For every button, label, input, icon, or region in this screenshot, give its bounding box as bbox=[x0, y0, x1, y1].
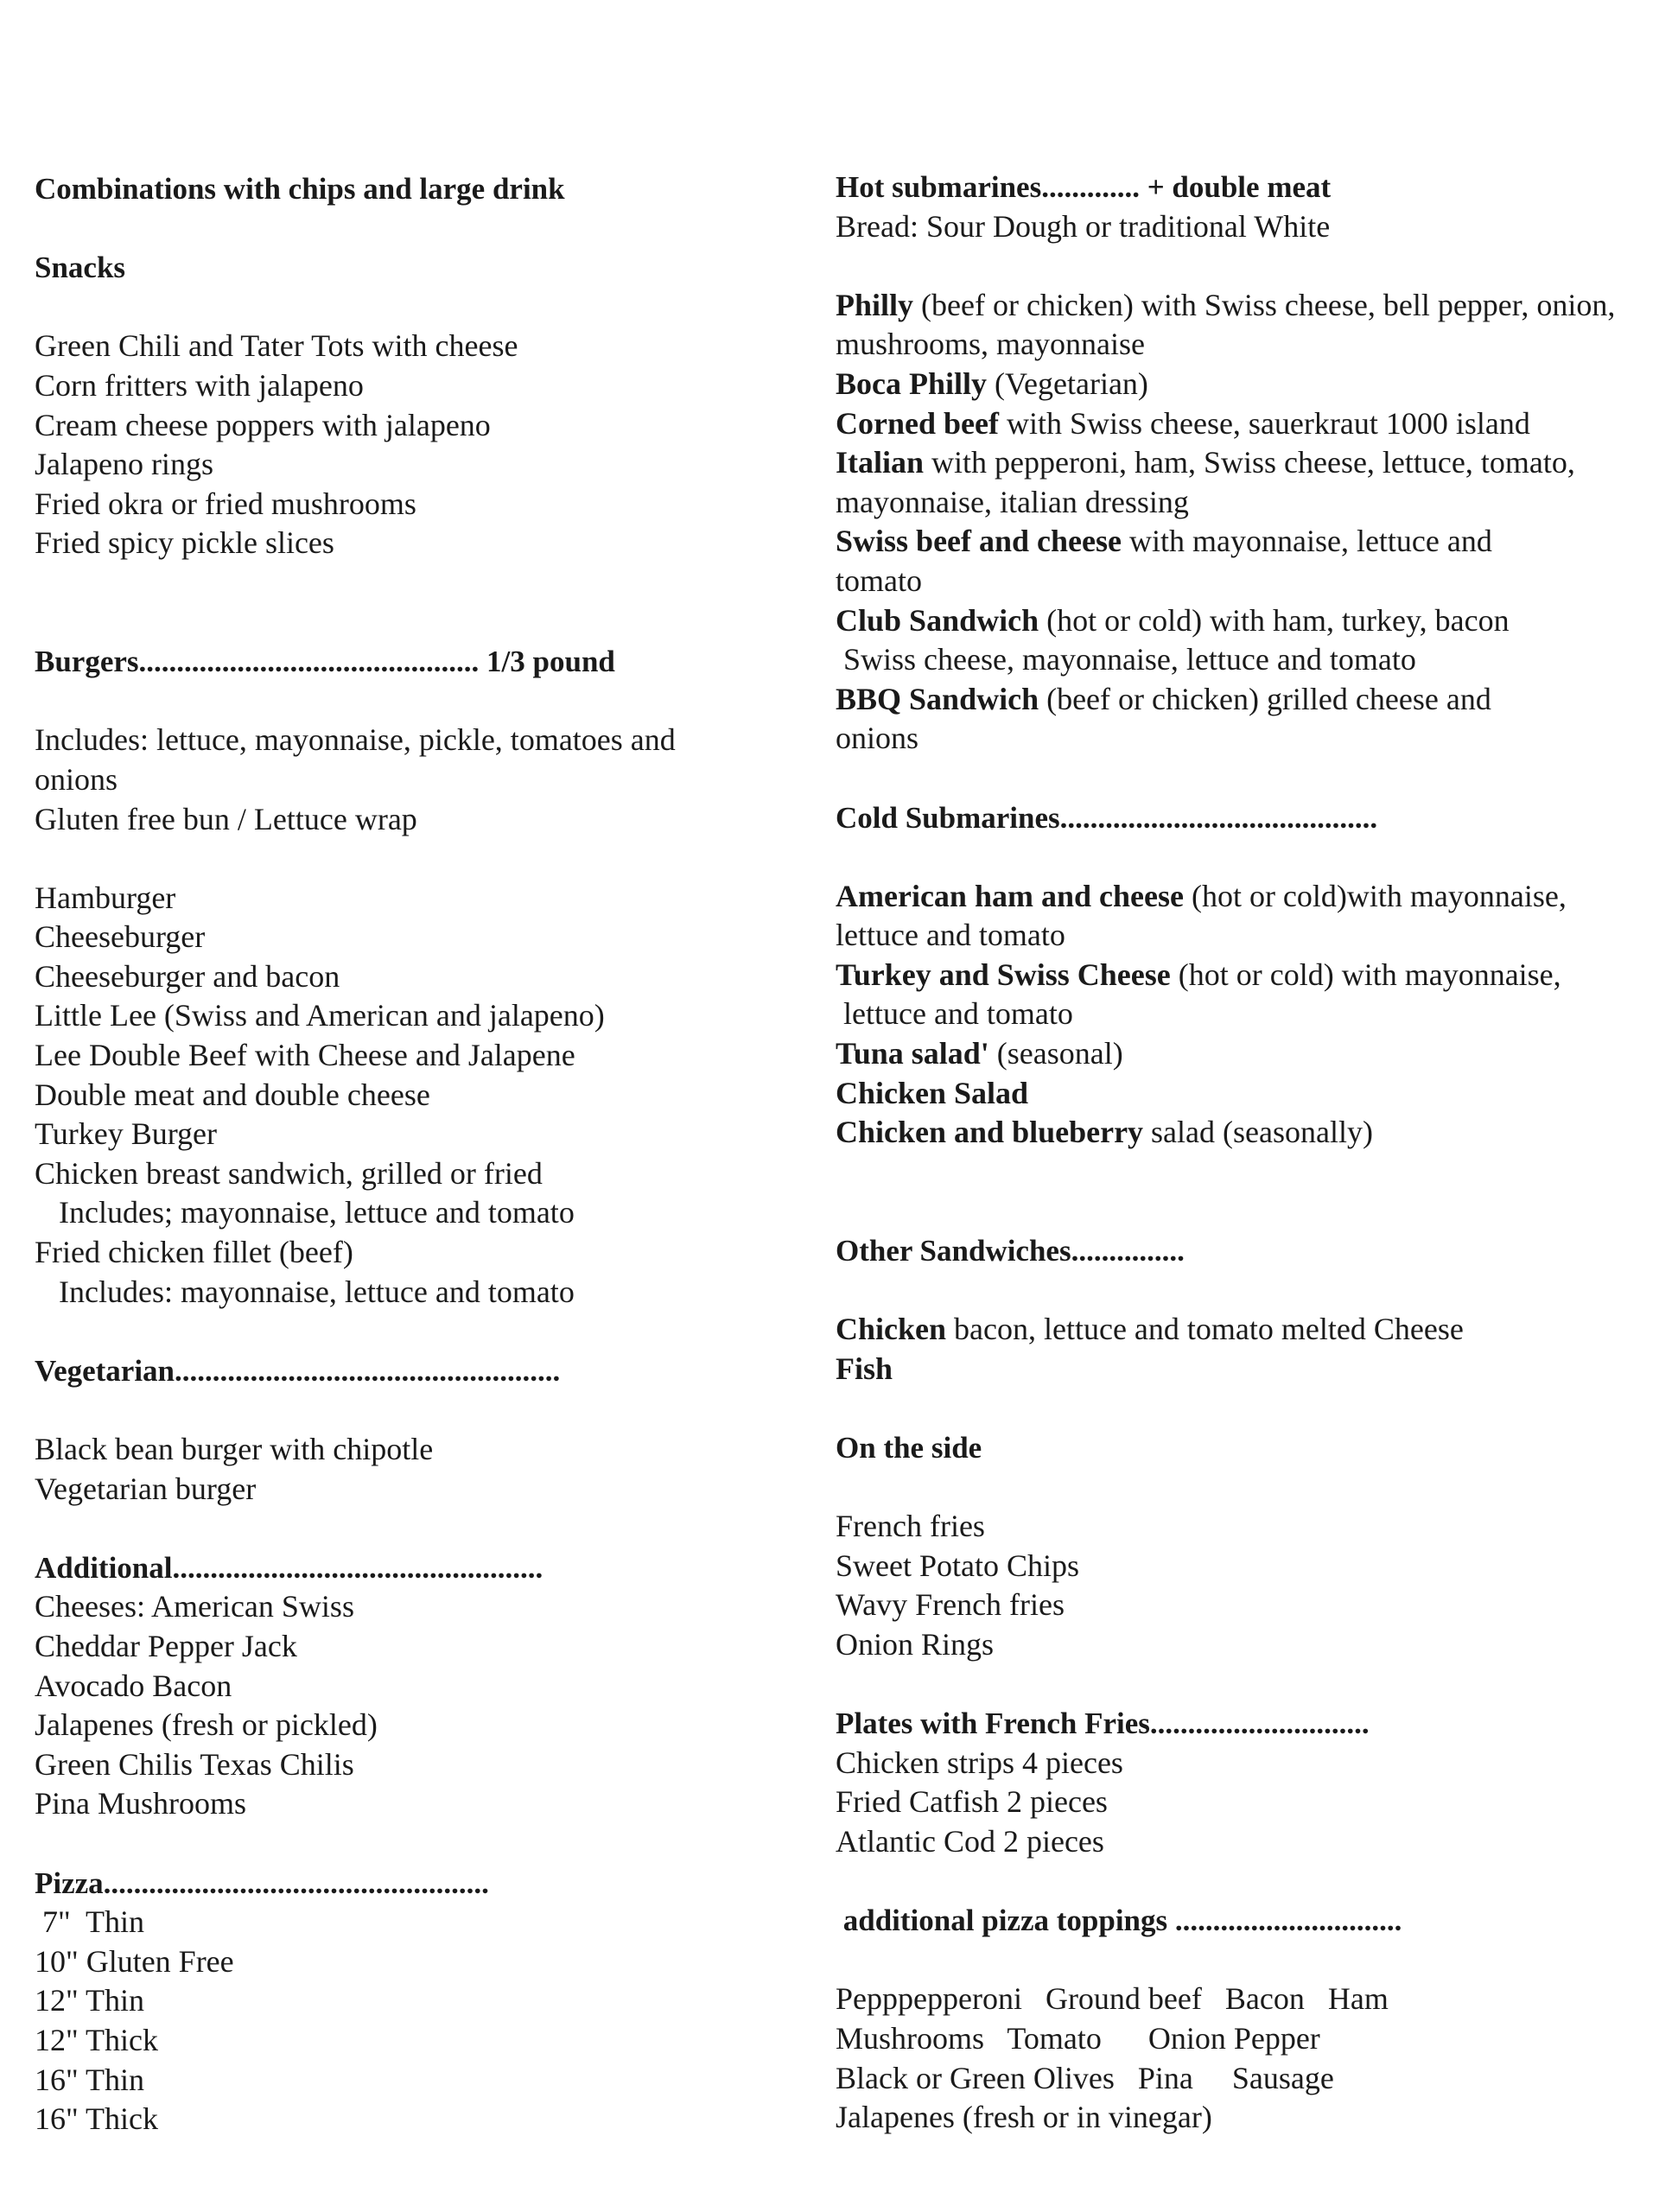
hot-sub-name: BBQ Sandwich bbox=[836, 681, 1039, 716]
hot-sub-desc: with pepperoni, ham, Swiss cheese, lettuce, tomato, mayonnaise, italian dressing bbox=[836, 445, 1575, 519]
side-item: Wavy French fries bbox=[836, 1587, 1065, 1623]
hot-submarines-bread: Bread: Sour Dough or traditional White bbox=[836, 208, 1331, 244]
additional-item: Pina Mushrooms bbox=[35, 1786, 247, 1821]
snack-item: Jalapeno rings bbox=[35, 447, 213, 482]
cold-sub-desc: (hot or cold) with mayonnaise, bbox=[1170, 957, 1561, 992]
hot-sub-desc: with mayonnaise, lettuce and tomato bbox=[836, 524, 1492, 598]
hot-sub-desc: (beef or chicken) grilled cheese and onions bbox=[836, 681, 1491, 756]
pizza-toppings-heading: additional pizza toppings .............................. bbox=[836, 1904, 1402, 1938]
burgers-includes: Includes: lettuce, mayonnaise, pickle, tomatoes and onions bbox=[35, 722, 676, 797]
burgers-list bbox=[35, 879, 812, 1313]
burger-item: Lee Double Beef with Cheese and Jalapene bbox=[35, 1038, 575, 1073]
cold-sub-item bbox=[836, 1034, 1648, 1074]
burger-item: Fried chicken fillet (beef) bbox=[35, 1235, 353, 1270]
additional-heading: Additional................................................. bbox=[35, 1550, 543, 1585]
plate-item: Chicken strips 4 pieces bbox=[836, 1745, 1123, 1780]
burger-item: Double meat and double cheese bbox=[35, 1077, 430, 1112]
cold-sub-item bbox=[836, 1074, 1648, 1114]
hot-sub-item bbox=[836, 365, 1648, 404]
combinations-heading: Combinations with chips and large drink bbox=[35, 172, 565, 206]
left-column bbox=[35, 169, 812, 2139]
pizza-item: 12" Thin bbox=[35, 1983, 145, 2018]
pizza-item: 10" Gluten Free bbox=[35, 1943, 234, 1979]
hot-sub-name: Philly bbox=[836, 287, 914, 322]
hot-submarines-heading: Hot submarines............. + double meat bbox=[836, 170, 1332, 204]
other-sandwich-name: Fish bbox=[836, 1351, 893, 1386]
side-item: Onion Rings bbox=[836, 1626, 995, 1662]
plate-item: Fried Catfish 2 pieces bbox=[836, 1784, 1108, 1820]
vegetarian-heading: Vegetarian................................................... bbox=[35, 1353, 561, 1388]
hot-sub-item bbox=[836, 680, 1553, 759]
burger-item: Cheeseburger and bacon bbox=[35, 958, 340, 994]
additional-item: Jalapenes (fresh or pickled) bbox=[35, 1707, 378, 1743]
cold-sub-name: Tuna salad' bbox=[836, 1036, 989, 1071]
burger-item: Turkey Burger bbox=[35, 1116, 218, 1152]
pizza-item: 16" Thin bbox=[35, 2062, 145, 2097]
cold-sub-item bbox=[836, 956, 1648, 995]
side-item: Sweet Potato Chips bbox=[836, 1548, 1080, 1583]
cold-sub-item-continued bbox=[836, 995, 1648, 1034]
other-sandwich-desc: bacon, lettuce and tomato melted Cheese bbox=[946, 1312, 1464, 1347]
cold-sub-item bbox=[836, 1113, 1648, 1153]
topping-row: Black or Green Olives Pina Sausage bbox=[836, 2060, 1334, 2095]
burgers-heading: Burgers............................................. 1/3 pound bbox=[35, 645, 615, 679]
burger-item-note: Includes; mayonnaise, lettuce and tomato bbox=[59, 1195, 575, 1230]
hot-sub-desc: Swiss cheese, mayonnaise, lettuce and tomato bbox=[836, 642, 1416, 677]
cold-sub-desc: salad (seasonally) bbox=[1143, 1115, 1373, 1150]
topping-row: Mushrooms Tomato Onion Pepper bbox=[836, 2020, 1320, 2056]
hot-sub-desc: (Vegetarian) bbox=[987, 365, 1148, 401]
cold-sub-item bbox=[836, 877, 1648, 956]
snack-item: Fried spicy pickle slices bbox=[35, 525, 334, 561]
additional-item: Cheeses: American Swiss bbox=[35, 1589, 354, 1624]
hot-sub-name: Italian bbox=[836, 445, 925, 480]
cold-sub-name: Turkey and Swiss Cheese bbox=[836, 957, 1171, 992]
hot-sub-desc: (hot or cold) with ham, turkey, bacon bbox=[1039, 602, 1510, 638]
snack-item: Corn fritters with jalapeno bbox=[35, 367, 364, 403]
pizza-heading: Pizza................................................... bbox=[35, 1866, 489, 1900]
cold-sub-name: American ham and cheese bbox=[836, 878, 1184, 913]
other-sandwiches-heading: Other Sandwiches............... bbox=[836, 1234, 1185, 1268]
hot-sub-name: Club Sandwich bbox=[836, 602, 1039, 638]
vegetarian-item: Vegetarian burger bbox=[35, 1471, 257, 1506]
hot-sub-desc: (beef or chicken) with Swiss cheese, bell pepper, onion, mushrooms, mayonnaise bbox=[836, 287, 1616, 362]
cold-sub-desc: (seasonal) bbox=[988, 1036, 1123, 1071]
hot-sub-item bbox=[836, 404, 1648, 444]
hot-sub-item bbox=[836, 601, 1648, 641]
cold-sub-name: Chicken and blueberry bbox=[836, 1115, 1144, 1150]
pizza-item: 7" Thin bbox=[35, 1904, 145, 1940]
hot-sub-item bbox=[836, 286, 1648, 365]
burger-item: Hamburger bbox=[35, 880, 176, 915]
burgers-bun-options: Gluten free bun / Lettuce wrap bbox=[35, 801, 417, 836]
additional-item: Cheddar Pepper Jack bbox=[35, 1628, 297, 1663]
vegetarian-item: Black bean burger with chipotle bbox=[35, 1432, 434, 1466]
side-item: French fries bbox=[836, 1509, 985, 1544]
burger-item: Little Lee (Swiss and American and jalapeno) bbox=[35, 998, 605, 1033]
cold-sub-desc: (hot or cold)with mayonnaise, lettuce and tomato bbox=[836, 878, 1567, 953]
hot-sub-desc: with Swiss cheese, sauerkraut 1000 island bbox=[998, 405, 1530, 441]
plate-item: Atlantic Cod 2 pieces bbox=[836, 1823, 1104, 1859]
hot-sub-name: Boca Philly bbox=[836, 365, 988, 401]
snacks-list bbox=[35, 327, 812, 563]
hot-sub-name: Swiss beef and cheese bbox=[836, 524, 1122, 559]
additional-item: Green Chilis Texas Chilis bbox=[35, 1746, 354, 1782]
topping-row: Jalapenes (fresh or in vinegar) bbox=[836, 2100, 1212, 2135]
cold-sub-name: Chicken Salad bbox=[836, 1075, 1029, 1110]
hot-submarines-list bbox=[836, 286, 1648, 759]
cold-submarines-heading: Cold Submarines.......................................... bbox=[836, 800, 1378, 835]
hot-sub-item bbox=[836, 522, 1553, 601]
other-sandwich-item bbox=[836, 1350, 1648, 1389]
burger-item: Cheeseburger bbox=[35, 919, 206, 955]
snack-item: Green Chili and Tater Tots with cheese bbox=[35, 328, 518, 364]
burger-item: Chicken breast sandwich, grilled or fried bbox=[35, 1155, 543, 1191]
cold-sub-desc: lettuce and tomato bbox=[836, 996, 1073, 1032]
right-column bbox=[836, 168, 1648, 2138]
on-the-side-heading: On the side bbox=[836, 1431, 982, 1465]
hot-sub-name: Corned beef bbox=[836, 405, 999, 441]
cold-submarines-list bbox=[836, 877, 1648, 1153]
snacks-heading: Snacks bbox=[35, 251, 126, 285]
hot-sub-item-continued bbox=[836, 640, 1648, 680]
plates-heading: Plates with French Fries............................. bbox=[836, 1707, 1370, 1741]
snack-item: Cream cheese poppers with jalapeno bbox=[35, 407, 491, 442]
other-sandwich-name: Chicken bbox=[836, 1312, 947, 1347]
pizza-item: 12" Thick bbox=[35, 2022, 159, 2057]
burger-item-note: Includes: mayonnaise, lettuce and tomato bbox=[59, 1274, 575, 1309]
topping-row: Pepppepperoni Ground beef Bacon Ham bbox=[836, 1981, 1389, 2017]
other-sandwich-item bbox=[836, 1310, 1648, 1350]
snack-item: Fried okra or fried mushrooms bbox=[35, 486, 416, 521]
hot-sub-item bbox=[836, 443, 1648, 522]
pizza-item: 16" Thick bbox=[35, 2101, 159, 2137]
additional-item: Avocado Bacon bbox=[35, 1668, 232, 1703]
